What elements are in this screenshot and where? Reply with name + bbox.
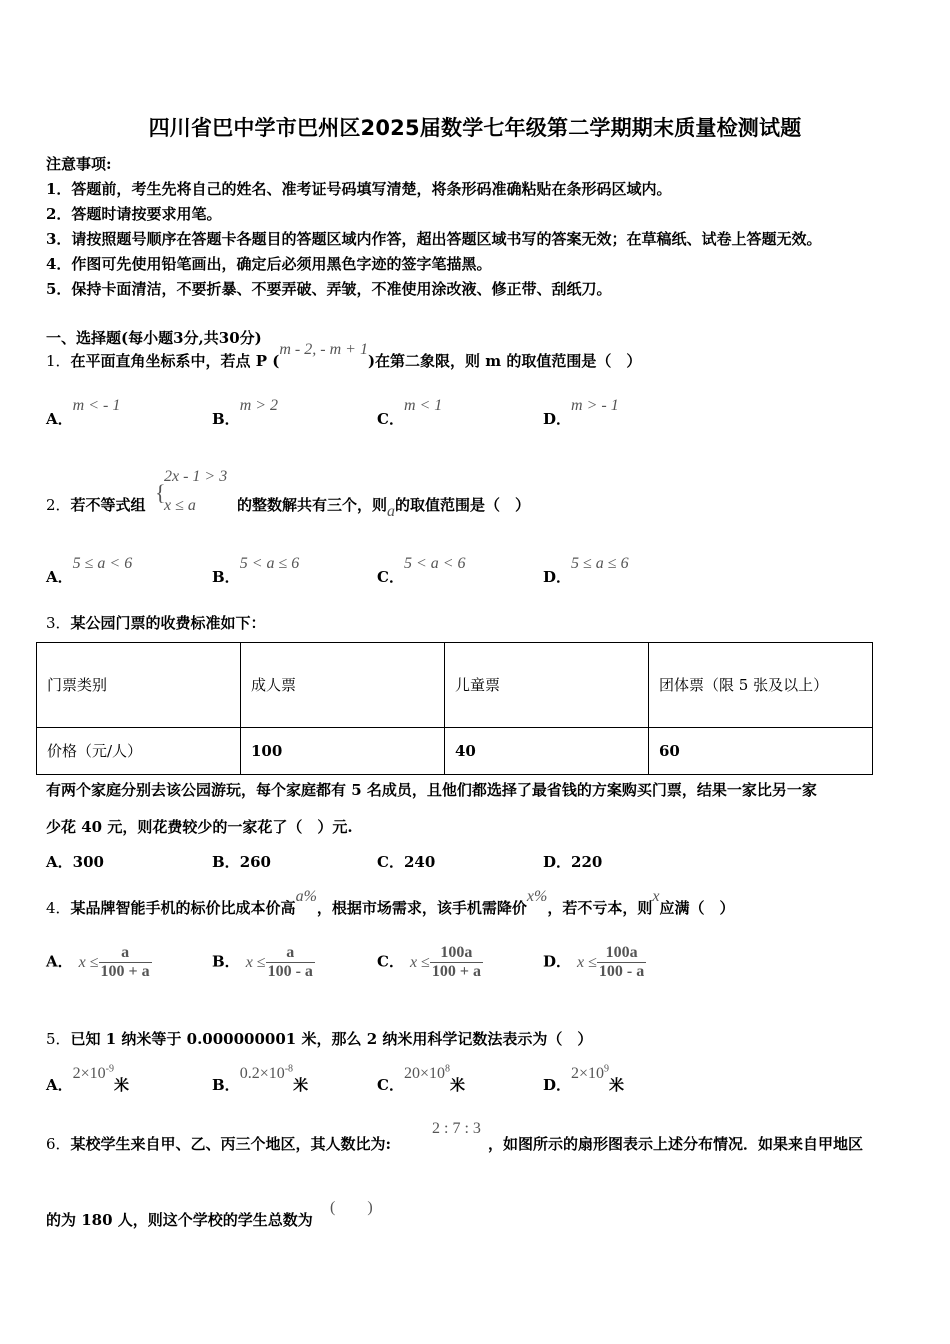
option-b[interactable]: B． x ≤ $\frac{a}{100 - a}$ <box>212 944 313 980</box>
option-b[interactable]: B．260 <box>212 853 271 871</box>
math-expression: m - 2, - m + 1 <box>279 341 368 358</box>
question-6: 6．某校学生来自甲、乙、丙三个地区，其人数比为: <box>46 1135 392 1153</box>
table-cell: 60 <box>649 728 873 775</box>
table-cell: 价格（元/人） <box>37 728 241 775</box>
question-6-text: ，如图所示的扇形图表示上述分布情况．如果来自甲地区 <box>488 1135 864 1153</box>
system-line-2: x ≤ a <box>164 497 196 514</box>
question-6-line2: 的为 180 人，则这个学校的学生总数为 <box>46 1211 313 1229</box>
option-a[interactable]: A．m < - 1 <box>46 397 121 428</box>
option-b[interactable]: B．5 < a ≤ 6 <box>212 555 300 586</box>
notice-item: 3．请按照题号顺序在答题卡各题目的答题区域内作答，超出答题区域书写的答案无效；在草稿纸、试卷上答题无效。 <box>46 230 822 248</box>
option-c[interactable]: C．m < 1 <box>377 397 443 428</box>
section-heading: 一、选择题(每小题3分,共30分) <box>46 329 262 347</box>
table-cell: 团体票（限 5 张及以上） <box>649 643 873 728</box>
ratio-expression: 2 : 7 : 3 <box>432 1120 481 1137</box>
option-d[interactable]: D．$2\times 10^9$米 <box>543 1063 625 1094</box>
table-row <box>37 728 873 775</box>
option-b[interactable]: B．$0.2\times 10^{-8}$米 <box>212 1063 309 1094</box>
option-d[interactable]: D．m > - 1 <box>543 397 619 428</box>
question-2-number: 2．若不等式组 <box>46 496 146 514</box>
table-cell: 成人票 <box>241 643 445 728</box>
option-d[interactable]: D．220 <box>543 853 603 871</box>
page-title: 四川省巴中学市巴州区2025届数学七年级第二学期期末质量检测试题 <box>148 116 802 140</box>
notice-item: 2．答题时请按要求用笔。 <box>46 205 222 223</box>
option-d[interactable]: D．5 ≤ a ≤ 6 <box>543 555 629 586</box>
option-a[interactable]: A．5 ≤ a < 6 <box>46 555 133 586</box>
option-a[interactable]: A．300 <box>46 853 104 871</box>
system-line-1: 2x - 1 > 3 <box>164 468 228 485</box>
question-3: 3．某公园门票的收费标准如下： <box>46 614 266 632</box>
brace-icon: { <box>155 480 166 505</box>
table-cell: 40 <box>445 728 649 775</box>
notice-heading: 注意事项: <box>46 155 112 173</box>
price-table <box>36 642 873 775</box>
notice-item: 1．答题前，考生先将自己的姓名、准考证号码填写清楚，将条形码准确粘贴在条形码区域内。 <box>46 180 672 198</box>
question-number: 1． <box>46 352 71 370</box>
answer-paren: ( ) <box>330 1199 373 1216</box>
question-text: 在平面直角坐标系中，若点 P ( <box>70 352 280 370</box>
option-c[interactable]: C．$20\times 10^8$米 <box>377 1063 465 1094</box>
notice-item: 4．作图可先使用铅笔画出，确定后必须用黑色字迹的签字笔描黑。 <box>46 255 492 273</box>
table-cell: 儿童票 <box>445 643 649 728</box>
question-2-text: 的整数解共有三个，则a的取值范围是（ ） <box>237 496 531 520</box>
option-c[interactable]: C． x ≤ $\frac{100a}{100 + a}$ <box>377 944 481 980</box>
question-text: )在第二象限，则 m 的取值范围是（ ） <box>367 352 642 370</box>
table-cell: 100 <box>241 728 445 775</box>
notice-item: 5．保持卡面清洁，不要折暴、不要弄破、弄皱，不准使用涂改液、修正带、刮纸刀。 <box>46 280 612 298</box>
question-4: 4．某品牌智能手机的标价比成本价高a%，根据市场需求，该手机需降价x%，若不亏本，则x应满（ ） <box>46 888 735 917</box>
option-b[interactable]: B．m > 2 <box>212 397 279 428</box>
table-row <box>37 643 873 728</box>
question-3-paragraph: 有两个家庭分别去该公园游玩，每个家庭都有 5 名成员，且他们都选择了最省钱的方案购买门票，结果一家比另一家 <box>46 781 817 799</box>
option-c[interactable]: C．5 < a < 6 <box>377 555 466 586</box>
option-d[interactable]: D． x ≤ $\frac{100a}{100 - a}$ <box>543 944 645 980</box>
option-a[interactable]: A． x ≤ $\frac{a}{100 + a}$ <box>46 944 150 980</box>
question-1 <box>46 341 642 371</box>
question-3-paragraph: 少花 40 元，则花费较少的一家花了（ ）元. <box>46 818 353 836</box>
table-cell: 门票类别 <box>37 643 241 728</box>
option-a[interactable]: A．$2\times 10^{-9}$米 <box>46 1063 130 1094</box>
option-c[interactable]: C．240 <box>377 853 436 871</box>
question-5: 5．已知 1 纳米等于 0.000000001 米，那么 2 纳米用科学记数法表示为（ ） <box>46 1030 593 1048</box>
